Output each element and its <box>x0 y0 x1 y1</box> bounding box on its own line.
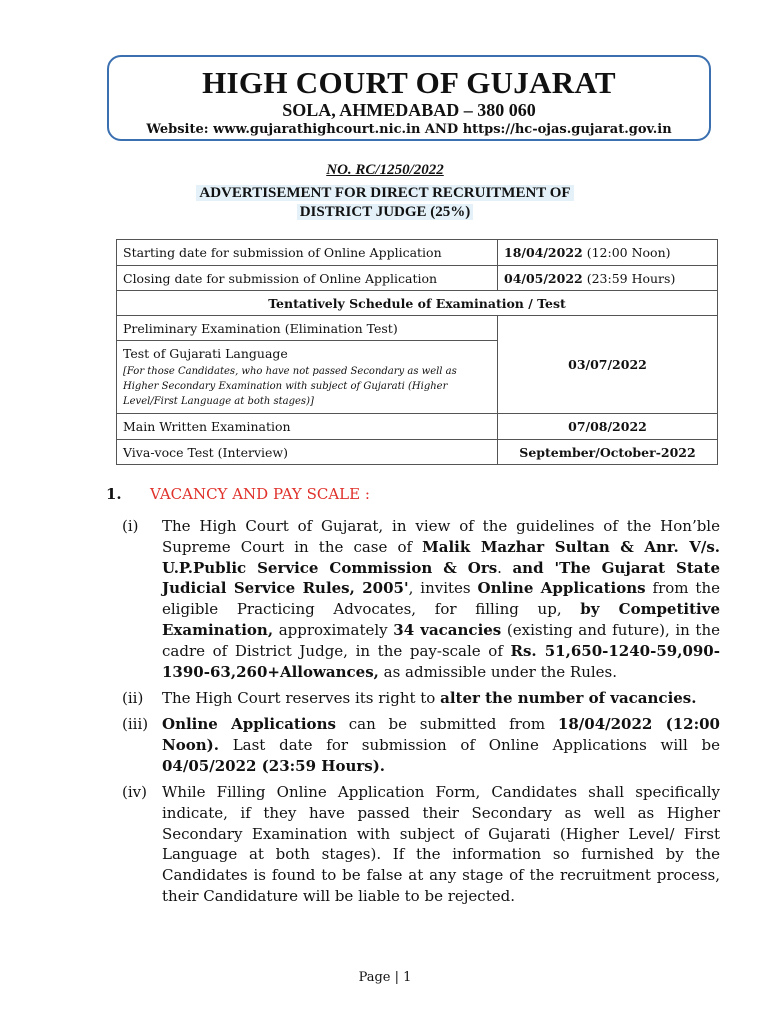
court-website: Website: www.gujarathighcourt.nic.in AND https://hc-ojas.gujarat.gov.in <box>146 122 672 137</box>
start-date: 18/04/2022 <box>504 245 583 260</box>
gujarati-cell <box>117 341 498 414</box>
advertisement-title <box>0 184 770 222</box>
header-box <box>107 55 711 141</box>
main-label: Main Written Examination <box>117 414 498 440</box>
table-row <box>117 316 718 341</box>
table-row <box>117 266 718 291</box>
table-row <box>117 414 718 440</box>
gujarati-label: Test of Gujarati Language <box>123 345 288 361</box>
item-text: The High Court of Gujarat, in view of the guidelines of the Hon’ble Supreme Court in the case of Malik Mazhar Sultan & Anr. V/s. U.P.Public Service Commission & Ors. and 'The Gujarat State Judicial Service Rules, 2005', invites Online Applications from the eligible Practicing Advocates, for filling up, by Competitive Examination, approximately 34 vacancies (existing and future), in the cadre of District Judge, in the pay-scale of Rs. 51,650-1240-59,090-1390-63,260+Allowances, as admissible under the Rules. <box>162 517 721 681</box>
court-address: SOLA, AHMEDABAD – 380 060 <box>282 100 536 120</box>
item-number: (ii) <box>122 689 144 707</box>
list-item <box>122 688 720 709</box>
item-number: (i) <box>122 517 139 535</box>
list-item <box>122 516 720 682</box>
main-date: 07/08/2022 <box>498 414 718 440</box>
schedule-table <box>116 239 718 465</box>
close-time: (23:59 Hours) <box>586 270 676 286</box>
close-date: 04/05/2022 <box>504 270 583 286</box>
item-text: Online Applications can be submitted from 18/04/2022 (12:00 Noon). Last date for submission of Online Applications will be 04/05/2022 (23:59 Hours). <box>162 715 720 775</box>
list-item <box>122 714 720 776</box>
advertisement-line-2: DISTRICT JUDGE (25%) <box>297 204 474 220</box>
table-row <box>117 291 718 316</box>
section-title: VACANCY AND PAY SCALE : <box>150 485 370 503</box>
reference-number: NO. RC/1250/2022 <box>326 162 444 178</box>
table-row <box>117 240 718 266</box>
prelim-label: Preliminary Examination (Elimination Test) <box>117 316 498 341</box>
item-number: (iv) <box>122 783 147 801</box>
item-text: The High Court reserves its right to alter the number of vacancies. <box>162 689 697 707</box>
item-text: While Filling Online Application Form, Candidates shall specifically indicate, if they have passed their Secondary as well as Higher Secondary Examination with subject of Gujarati (Higher Level/ First Language at both stages). If the information so furnished by the Candidates is found to be false at any stage of the recruitment process, their Candidature will be liable to be rejected. <box>162 783 720 905</box>
close-label: Closing date for submission of Online Application <box>117 266 498 291</box>
section-number: 1. <box>106 485 122 503</box>
item-number: (iii) <box>122 715 149 733</box>
list-item <box>122 782 720 907</box>
prelim-date: 03/07/2022 <box>498 316 718 414</box>
viva-date: September/October-2022 <box>498 440 718 465</box>
schedule-heading: Tentatively Schedule of Examination / Test <box>117 291 718 316</box>
gujarati-note: [For those Candidates, who have not passed Secondary as well as Higher Secondary Examination with subject of Gujarati (Higher Level/First Language at both stages)] <box>123 365 457 407</box>
viva-label: Viva-voce Test (Interview) <box>117 440 498 465</box>
advertisement-line-1: ADVERTISEMENT FOR DIRECT RECRUITMENT OF <box>196 185 573 201</box>
start-value <box>498 240 718 266</box>
start-label: Starting date for submission of Online Application <box>117 240 498 266</box>
court-title: HIGH COURT OF GUJARAT <box>202 65 616 100</box>
table-row <box>117 440 718 465</box>
close-value <box>498 266 718 291</box>
start-time: (12:00 Noon) <box>586 245 671 260</box>
page-footer: Page | 1 <box>358 970 412 985</box>
